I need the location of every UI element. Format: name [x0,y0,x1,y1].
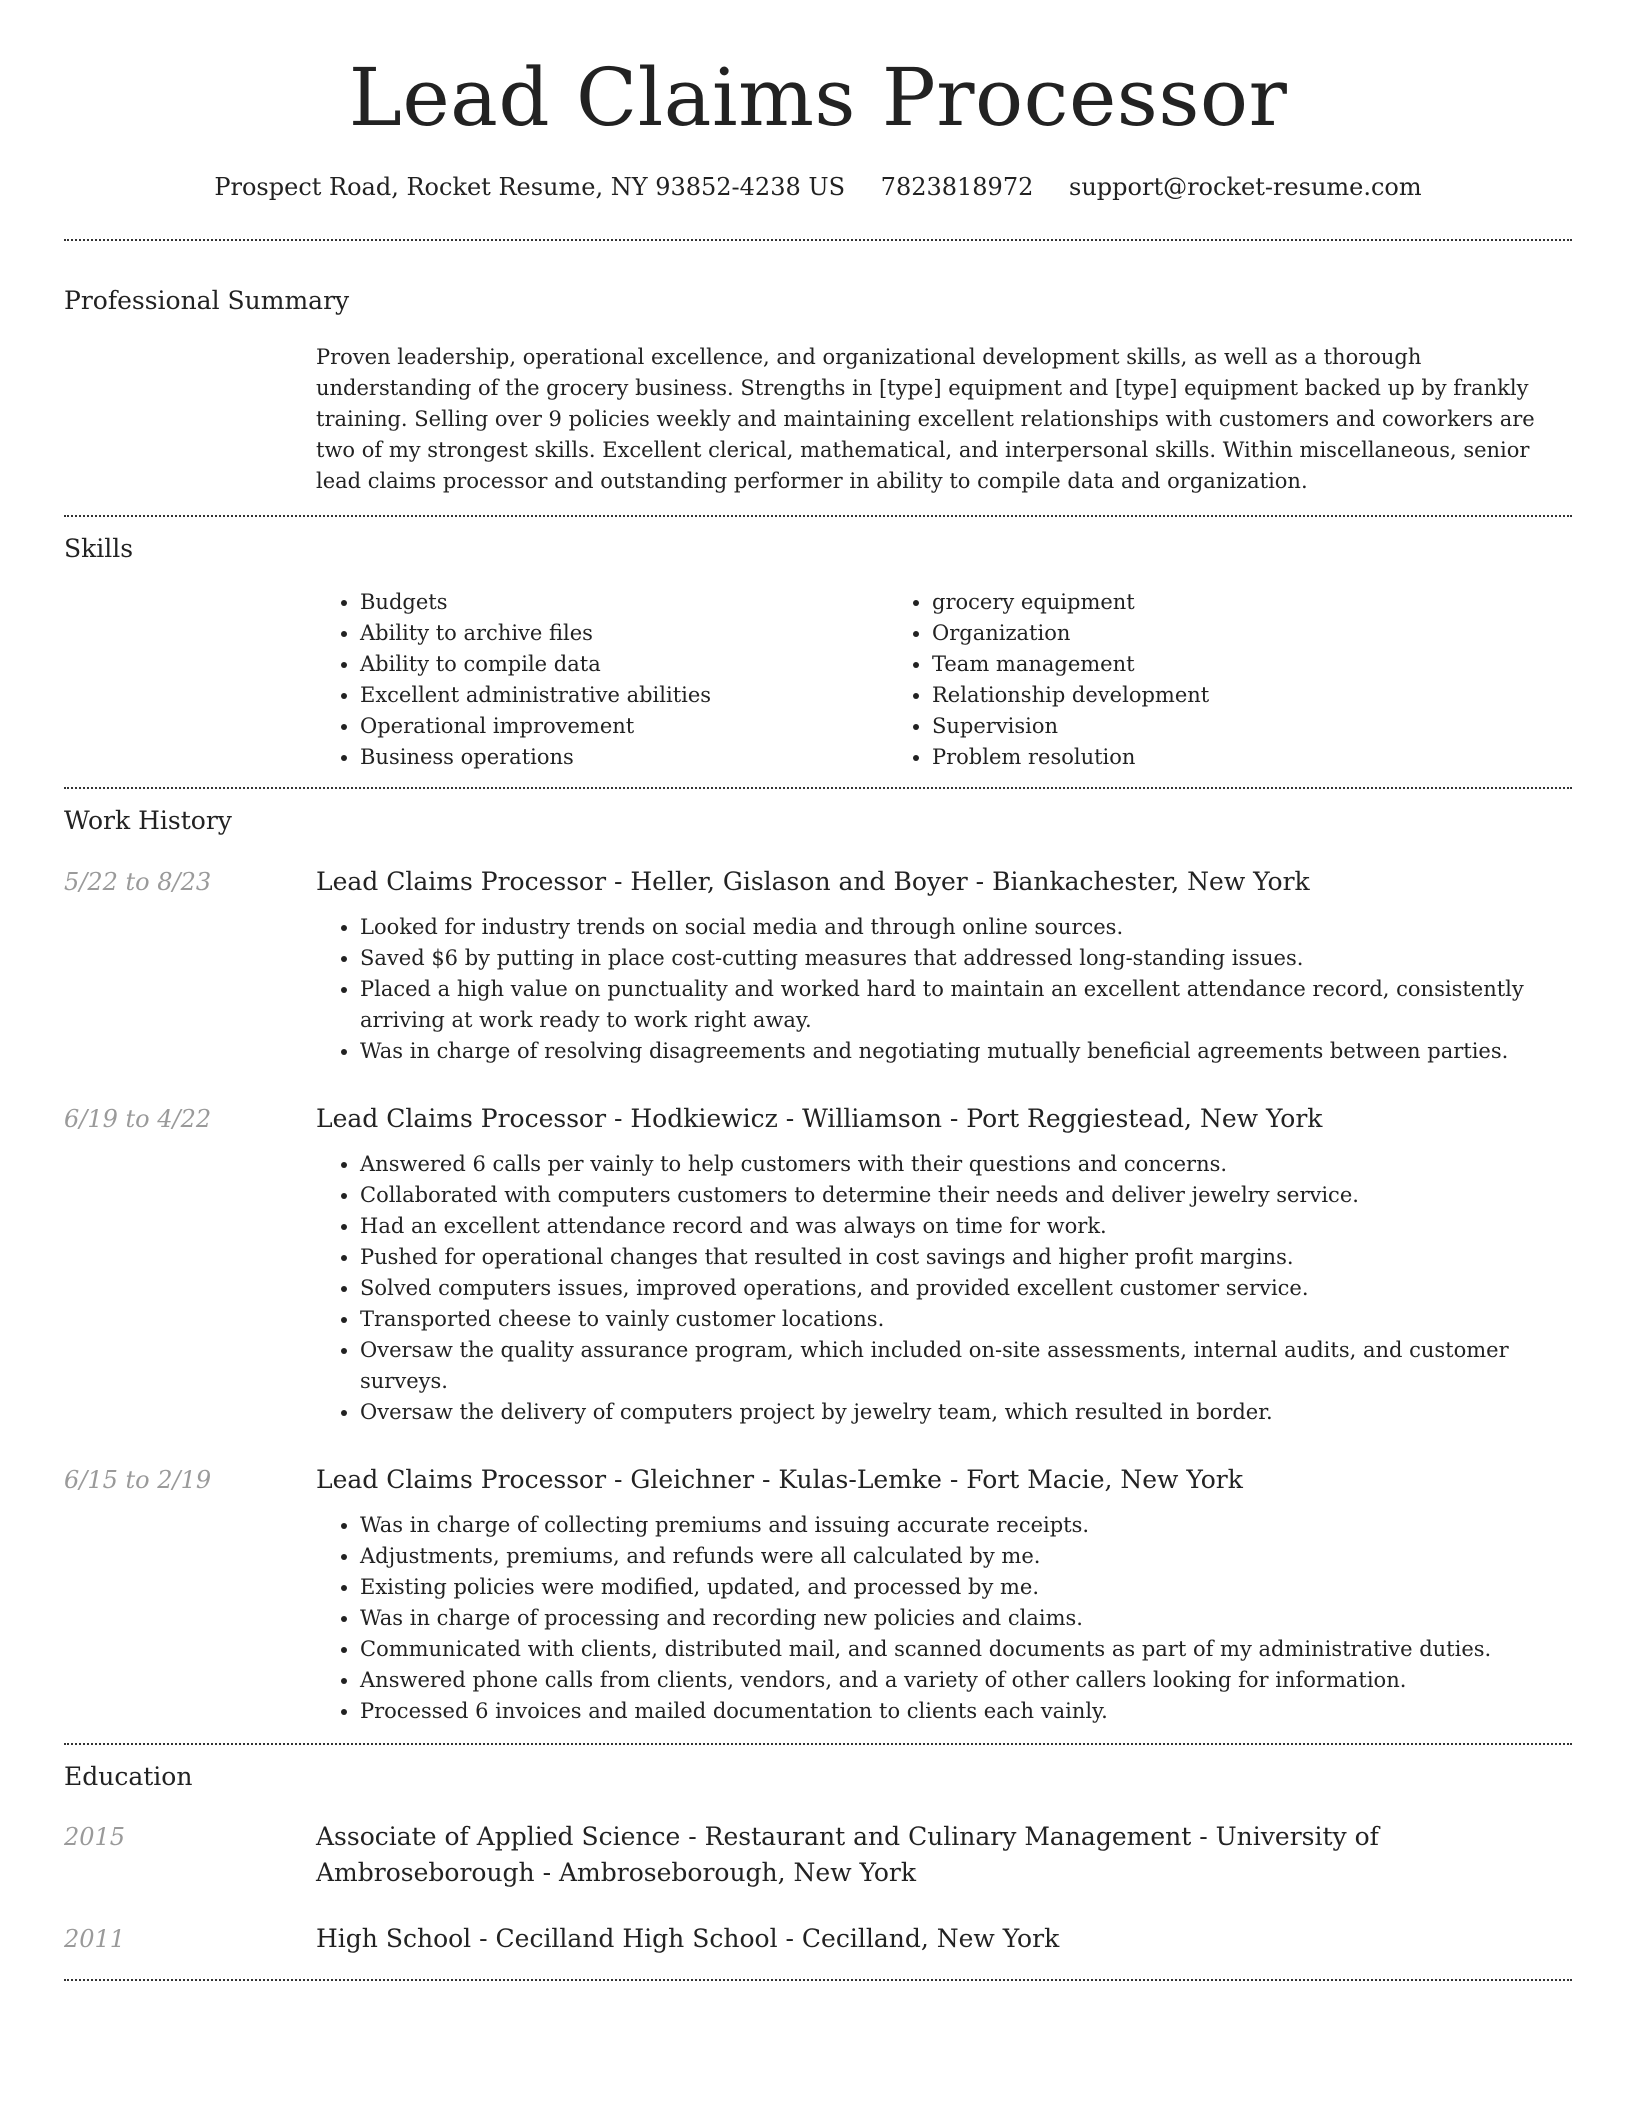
job-heading: Lead Claims Processor - Hodkiewicz - Williamson - Port Reggiestead, New York [316,1103,1323,1133]
skill-item: • Excellent administrative abilities [360,680,888,711]
skill-item: • Budgets [360,587,888,618]
job-bullet: • Processed 6 invoices and mailed documentation to clients each vainly. [360,1696,1572,1727]
job-bullet: • Answered phone calls from clients, vendors, and a variety of other callers looking for information. [360,1665,1572,1696]
job-bullet: • Was in charge of collecting premiums and issuing accurate receipts. [360,1510,1572,1541]
skill-item: • Organization [932,618,1460,649]
job-body [316,864,1572,1067]
job-bullet: • Adjustments, premiums, and refunds were all calculated by me. [360,1541,1572,1572]
education-heading: High School - Cecilland High School - Cecilland, New York [316,1924,1060,1954]
skills-list-left [316,587,888,773]
job-bullet: • Saved $6 by putting in place cost-cutting measures that addressed long-standing issues. [360,943,1572,974]
job-dates: 5/22 to 8/23 [64,867,212,896]
job-bullet: • Collaborated with computers customers to determine their needs and deliver jewelry service. [360,1180,1572,1211]
job-body [316,1101,1572,1428]
skills-list-right [888,587,1460,773]
section-title-skills: Skills [64,533,134,563]
skill-item: • Relationship development [932,680,1460,711]
job-entry [64,1462,1572,1727]
summary-section [64,241,1572,497]
job-bullet: • Was in charge of resolving disagreements and negotiating mutually beneficial agreements between parties. [360,1036,1572,1067]
skills-columns [316,587,1572,773]
education-year: 2015 [64,1823,126,1852]
job-bullet: • Placed a high value on punctuality and worked hard to maintain an excellent attendance record, consistently arriving at work ready to work right away. [360,974,1572,1036]
job-bullet: • Existing policies were modified, updated, and processed by me. [360,1572,1572,1603]
education-body [316,1819,1572,1891]
education-entry [64,1819,1572,1891]
job-bullet: • Had an excellent attendance record and was always on time for work. [360,1211,1572,1242]
education-section [64,1745,1572,1958]
skill-item: • Problem resolution [932,742,1460,773]
education-year: 2011 [64,1925,126,1954]
job-bullet: • Solved computers issues, improved operations, and provided excellent customer service. [360,1273,1572,1304]
job-entry [64,1101,1572,1428]
skill-item: • Supervision [932,711,1460,742]
job-bullets [316,912,1572,1067]
section-title-summary: Professional Summary [64,286,350,316]
job-bullet: • Transported cheese to vainly customer locations. [360,1304,1572,1335]
job-bullet: • Oversaw the delivery of computers project by jewelry team, which resulted in border. [360,1397,1572,1428]
job-bullets [316,1510,1572,1727]
job-heading: Lead Claims Processor - Heller, Gislason and Boyer - Biankachester, New York [316,866,1310,896]
skills-section [64,517,1572,774]
contact-email: support@rocket-resume.com [1069,173,1422,201]
section-title-education: Education [64,1761,193,1791]
job-bullet: • Answered 6 calls per vainly to help customers with their questions and concerns. [360,1149,1572,1180]
job-bullet: • Was in charge of processing and recording new policies and claims. [360,1603,1572,1634]
skill-item: • Operational improvement [360,711,888,742]
skill-item: • Business operations [360,742,888,773]
education-body [316,1921,1572,1957]
education-entry [64,1921,1572,1957]
skill-item: • Ability to compile data [360,649,888,680]
job-bullets [316,1149,1572,1428]
skill-item: • grocery equipment [932,587,1460,618]
section-title-work: Work History [64,806,232,836]
skill-item: • Team management [932,649,1460,680]
contact-phone: 7823818972 [880,173,1034,201]
education-heading: Associate of Applied Science - Restaurant and Culinary Management - University of Ambroseborough - Ambroseborough, New York [316,1822,1379,1888]
job-bullet: • Looked for industry trends on social media and through online sources. [360,912,1572,943]
job-bullet: • Communicated with clients, distributed mail, and scanned documents as part of my administrative duties. [360,1634,1572,1665]
job-bullet: • Oversaw the quality assurance program, which included on-site assessments, internal audits, and customer surveys. [360,1335,1572,1397]
job-entry [64,864,1572,1067]
work-history-section [64,789,1572,1727]
job-heading: Lead Claims Processor - Gleichner - Kulas-Lemke - Fort Macie, New York [316,1464,1243,1494]
summary-text: Proven leadership, operational excellence, and organizational development skills, as well as a thorough understanding of the grocery business. Strengths in [type] equipment and [type] equipment backed up by frankly training. Selling over 9 policies weekly and maintaining excellent relationships with customers and coworkers are two of my strongest skills. Excellent clerical, mathematical, and interpersonal skills. Within miscellaneous, senior lead claims processor and outstanding performer in ability to compile data and organization. [316,344,1535,493]
job-dates: 6/19 to 4/22 [64,1104,212,1133]
job-bullet: • Pushed for operational changes that resulted in cost savings and higher profit margins. [360,1242,1572,1273]
contact-address: Prospect Road, Rocket Resume, NY 93852-4238 US [214,173,846,201]
skill-item: • Ability to archive files [360,618,888,649]
divider [64,1979,1572,1981]
job-dates: 6/15 to 2/19 [64,1465,212,1494]
contact-line [64,172,1572,203]
resume-name: Lead Claims Processor [348,51,1288,144]
job-body [316,1462,1572,1727]
